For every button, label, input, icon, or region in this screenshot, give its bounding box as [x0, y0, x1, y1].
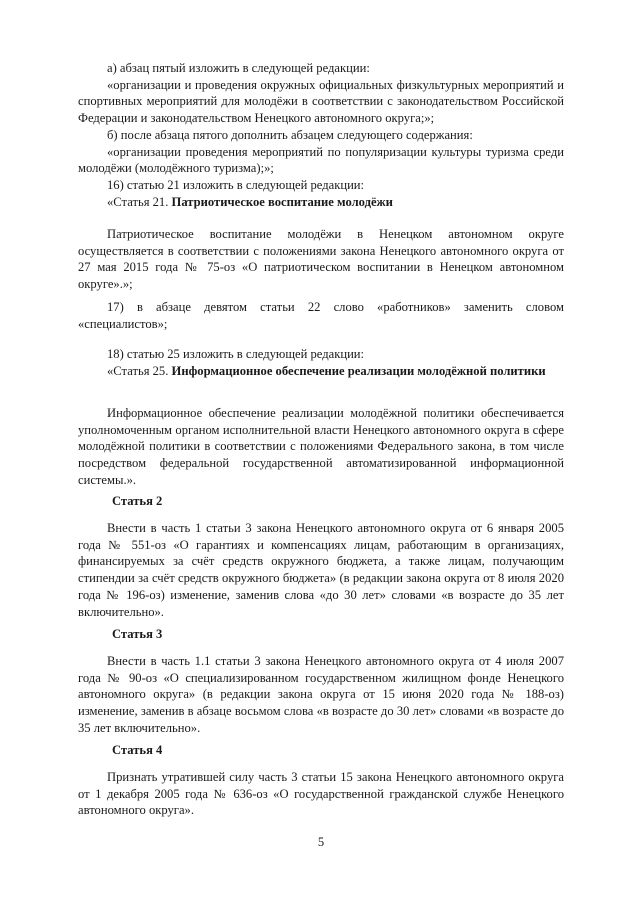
paragraph: Внести в часть 1 статьи 3 закона Ненецкого автономного округа от 6 января 2005 года № 551-оз «О гарантиях и компенсациях лицам, работающим в организациях, финансируемых за счёт средств окружного бюджета, а также лицам, получающим стипендии за счёт средств окружного бюджета» (в редакции закона округа от 8 июля 2020 года № 196-оз) изменение, заменив слова «до 30 лет» словами «в возрасте до 35 лет включительно».: [78, 521, 564, 619]
paragraph: Внести в часть 1.1 статьи 3 закона Ненецкого автономного округа от 4 июля 2007 года № 90-оз «О специализированном государственном жилищном фонде Ненецкого автономного округа» (в редакции закона округа от 15 июня 2020 года № 188-оз) изменение, заменив в абзаце восьмом слова «в возрасте до 30 лет» словами «в возрасте до 35 лет включительно».: [78, 654, 564, 735]
paragraph: «организации и проведения окружных официальных физкультурных мероприятий и спортивных мероприятий для молодёжи в соответствии с законодательством Российской Федерации и законодательством Ненецкого автономного округа;»;: [78, 77, 564, 126]
article-2-body: [78, 520, 564, 620]
section-heading: Статья 4: [112, 743, 163, 757]
amendment-block-16: [78, 177, 564, 210]
section-heading: Статья 2: [112, 494, 163, 508]
article-3-heading: [78, 626, 564, 643]
amendment-block-18: [78, 346, 564, 379]
article-prefix: «Статья 21.: [107, 194, 172, 209]
article-21-body: [78, 226, 564, 293]
paragraph: Признать утратившей силу часть 3 статьи 15 закона Ненецкого автономного округа от 1 декабря 2005 года № 636-оз «О государственной гражданской службе Ненецкого автономного округа».: [78, 770, 564, 818]
paragraph: Патриотическое воспитание молодёжи в Ненецком автономном округе осуществляется в соответствии с положениями закона Ненецкого автономного округа от 27 мая 2015 года № 75-оз «О патриотическом воспитании в Ненецком автономном округе».»;: [78, 227, 564, 292]
article-2-heading: [78, 493, 564, 510]
article-25-body: [78, 405, 564, 489]
page-number: 5: [317, 835, 325, 849]
paragraph: б) после абзаца пятого дополнить абзацем следующего содержания:: [107, 127, 473, 142]
article-4-heading: [78, 742, 564, 759]
paragraph: 18) статью 25 изложить в следующей редакции:: [107, 347, 365, 361]
article-heading: [78, 194, 564, 211]
article-4-body: [78, 769, 564, 819]
paragraph: 16) статью 21 изложить в следующей редакции:: [107, 178, 365, 192]
article-heading: [78, 363, 564, 380]
article-3-body: [78, 653, 564, 737]
article-title: Патриотическое воспитание молодёжи: [171, 194, 393, 209]
section-heading: Статья 3: [112, 627, 163, 641]
paragraph: Информационное обеспечение реализации молодёжной политики обеспечивается уполномоченным органом исполнительной власти Ненецкого автономного округа в сфере молодёжной политики в соответствии с положениями Федерального закона, в том числе посредством федеральной государственной автоматизированной информационной системы.».: [78, 406, 564, 487]
paragraph: «организации проведения мероприятий по популяризации культуры туризма среди молодёжи (молодёжного туризма);»;: [78, 144, 564, 176]
article-prefix: «Статья 25.: [107, 363, 172, 378]
amendment-block-17: [78, 299, 564, 332]
article-title: Информационное обеспечение реализации молодёжной политики: [171, 363, 546, 378]
amendment-block-a: [78, 60, 564, 177]
paragraph: 17) в абзаце девятом статьи 22 слово «работников» заменить словом «специалистов»;: [78, 300, 564, 331]
paragraph: а) абзац пятый изложить в следующей редакции:: [107, 61, 370, 75]
